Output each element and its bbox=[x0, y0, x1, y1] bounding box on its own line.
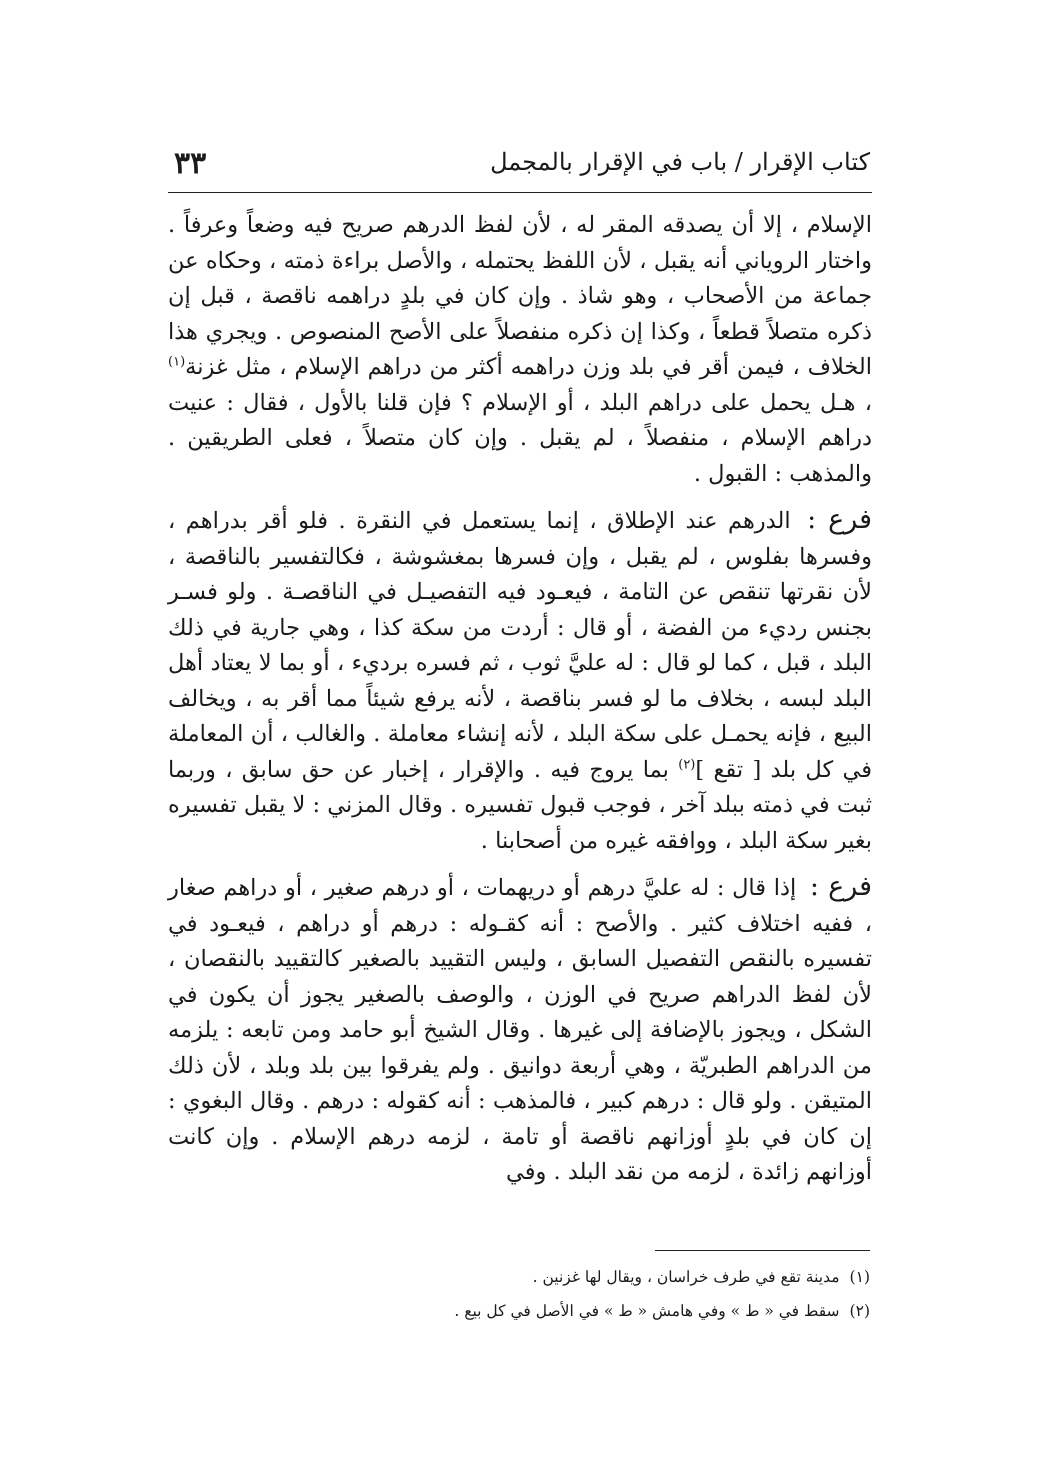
paragraph-text: الإسلام ، إلا أن يصدقه المقر له ، لأن لفظ الدرهم صريح فيه وضعاً وعرفاً . واختار الروياني أنه يقبل ، لأن اللفظ يحتمله ، والأصل براءة ذمته ، وحكاه عن جماعة من الأصحاب ، وهو شاذ . وإن كان في بلدٍ دراهمه ناقصة ، قبل إن ذكره متصلاً قطعاً ، وكذا إن ذكره منفصلاً على الأصح المنصوص . ويجري هذا الخلاف ، فيمن أقر في بلد وزن دراهمه أكثر من دراهم الإسلام ، مثل غزنة bbox=[168, 212, 872, 380]
running-title: كتاب الإقرار / باب في الإقرار بالمجمل bbox=[490, 148, 870, 176]
section-head-far: فرع : bbox=[807, 504, 872, 535]
footnote-2 bbox=[168, 1294, 870, 1328]
footnotes bbox=[168, 1260, 870, 1328]
paragraph-text: بما يروج فيه . والإقرار ، إخبار عن حق سابق ، وربما ثبت في ذمته ببلد آخر ، فوجب قبول تفسيره . وقال المزني : لا يقبل تفسيره بغير سكة البلد ، ووافقه غيره من أصحابنا . bbox=[168, 756, 872, 854]
footnote-number: (٢) bbox=[849, 1302, 870, 1320]
page-number: ٣٣ bbox=[174, 146, 207, 181]
footnote-text: سقط في « ط » وفي هامش « ط » في الأصل في كل بيع . bbox=[454, 1302, 840, 1320]
footnote-1 bbox=[168, 1260, 870, 1294]
paragraph-3 bbox=[168, 869, 872, 1191]
paragraph-text: إذا قال : له عليَّ درهم أو دريهمات ، أو درهم صغير ، أو دراهم صغار ، ففيه اختلاف كثير . والأصح : أنه كقـوله : درهم أو دراهم ، فيعـود في تفسيره بالنقص التفصيل السابق ، وليس التقييد بالصغير كالتقييد بالنقصان ، لأن لفظ الدراهم صريح في الوزن ، والوصف بالصغير يجوز أن يكون في الشكل ، ويجوز بالإضافة إلى غيرها . وقال الشيخ أبو حامد ومن تابعه : يلزمه من الدراهم الطبريّة ، وهي أربعة دوانيق . ولم يفرقوا بين بلد وبلد ، لأن ذلك المتيقن . ولو قال : درهم كبير ، فالمذهب : أنه كقوله : درهم . وقال البغوي : إن كان في بلدٍ أوزانهم ناقصة أو تامة ، لزمه درهم الإسلام . وإن كانت أوزانهم زائدة ، لزمه من نقد البلد . وفي bbox=[168, 875, 872, 1185]
paragraph-1 bbox=[168, 208, 872, 492]
footnote-text: مدينة تقع في طرف خراسان ، ويقال لها غزنين . bbox=[532, 1268, 840, 1286]
footnote-number: (١) bbox=[849, 1268, 870, 1286]
section-head-far: فرع : bbox=[809, 871, 873, 902]
paragraph-text: ، هـل يحمل على دراهم البلد ، أو الإسلام ؟ فإن قلنا بالأول ، فقال : عنيت دراهم الإسلام ، منفصلاً ، لم يقبل . وإن كان متصلاً ، فعلى الطريقين . والمذهب : القبول . bbox=[168, 389, 872, 487]
paragraph-text: الدرهم عند الإطلاق ، إنما يستعمل في النقرة . فلو أقر بدراهم ، وفسرها بفلوس ، لم يقبل ، وإن فسرها بمغشوشة ، فكالتفسير بالناقصة ، لأن نقرتها تنقص عن التامة ، فيعـود فيه التفصيـل في الناقصـة . ولو فسـر بجنس رديء من الفضة ، أو قال : أردت من سكة كذا ، وهي جارية في ذلك البلد ، قبل ، كما لو قال : له عليَّ ثوب ، ثم فسره برديء ، أو بما لا يعتاد أهل البلد لبسه ، بخلاف ما لو فسر بناقصة ، لأنه يرفع شيئاً مما أقر به ، ويخالف البيع ، فإنه يحمـل على سكة البلد ، لأنه إنشاء معاملة . والغالب ، أن المعاملة في كل بلد [ تقع ] bbox=[168, 508, 873, 783]
footnote-reference-1: (١) bbox=[168, 354, 186, 370]
paragraph-2 bbox=[168, 502, 872, 859]
main-text bbox=[168, 208, 872, 1201]
footnote-reference-2: (٢) bbox=[678, 757, 696, 772]
header-divider bbox=[168, 192, 872, 193]
footnote-divider bbox=[655, 1250, 870, 1251]
page-header bbox=[170, 148, 870, 188]
